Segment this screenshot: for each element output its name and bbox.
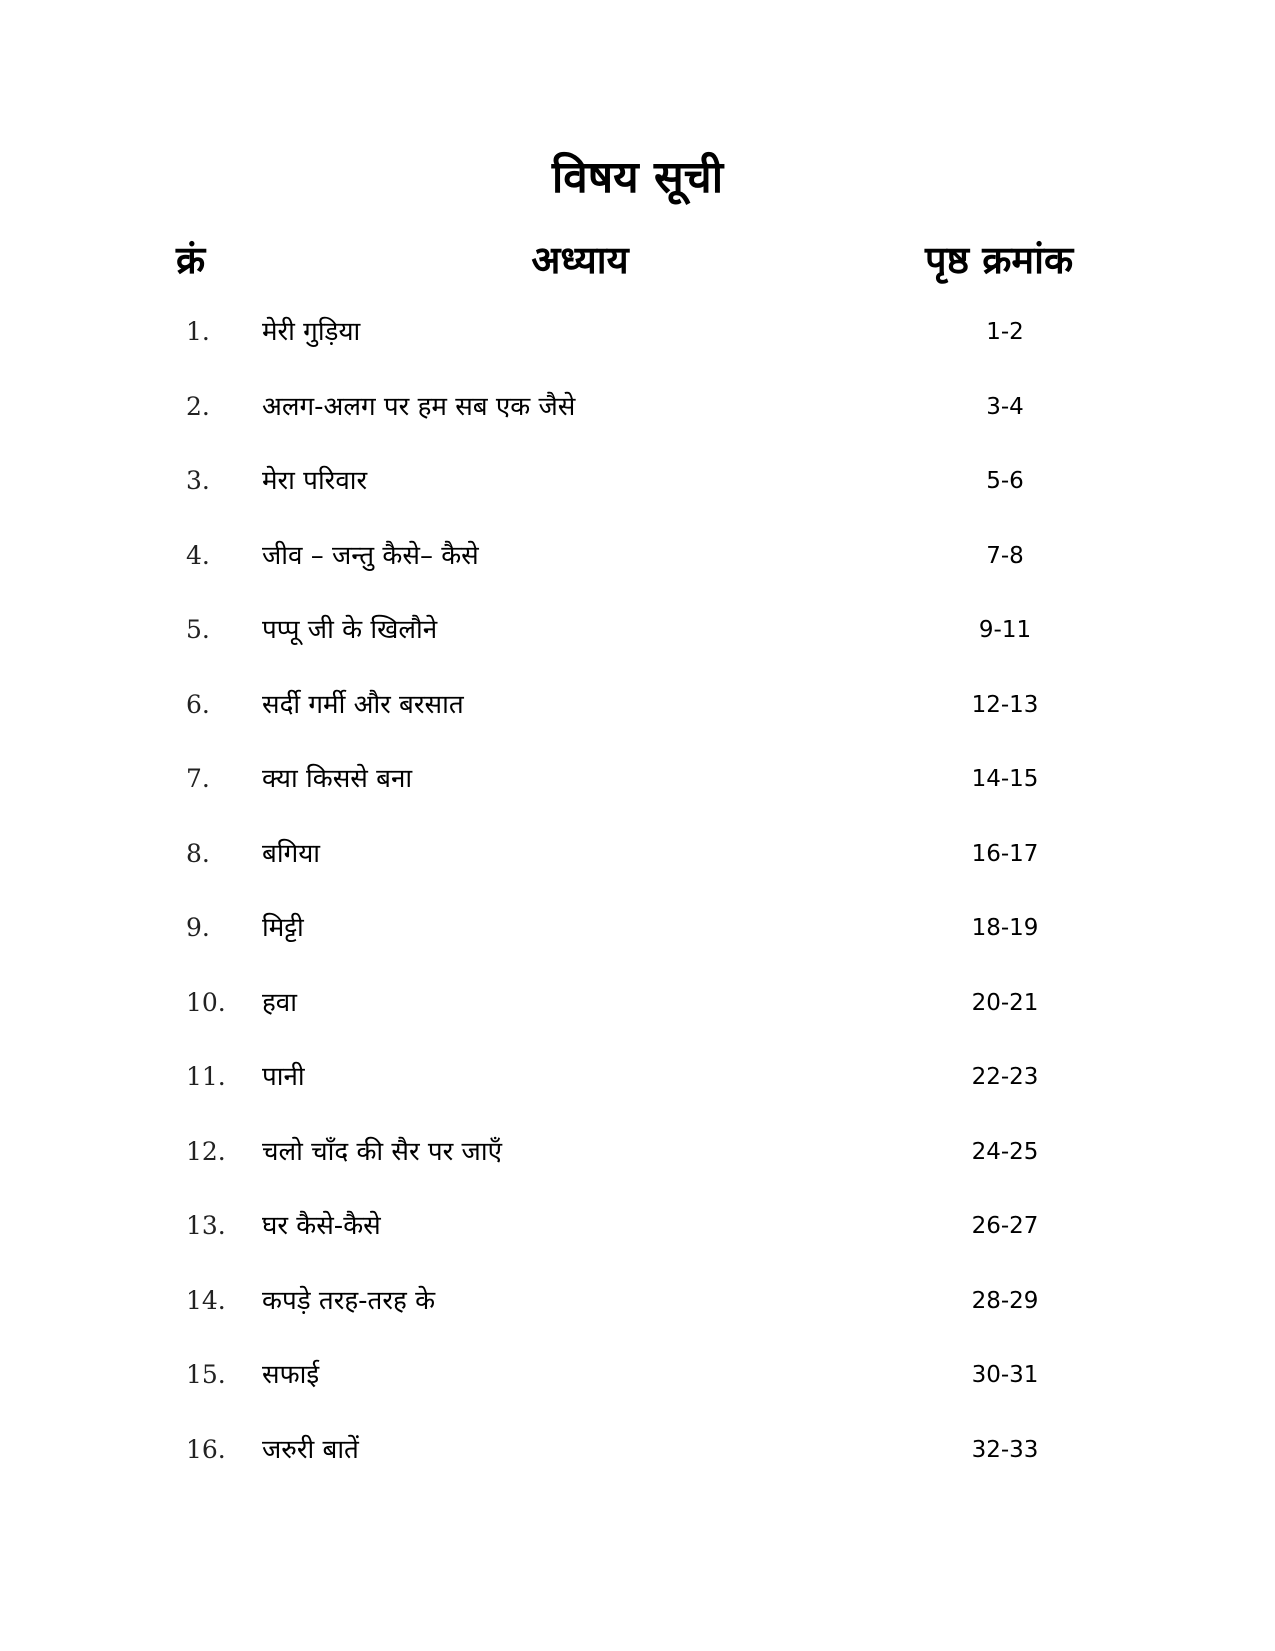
row-number: 7. — [186, 764, 210, 793]
row-chapter: हवा — [262, 987, 297, 1018]
table-row — [0, 896, 1275, 971]
row-pages: 9-11 — [978, 617, 1032, 643]
row-chapter: मिट्टी — [262, 913, 304, 943]
table-row — [0, 1343, 1275, 1418]
table-row — [0, 1194, 1275, 1269]
table-row — [0, 1120, 1275, 1195]
row-pages: 28-29 — [971, 1287, 1039, 1314]
row-pages: 22-23 — [971, 1064, 1039, 1090]
row-chapter: सफाई — [262, 1360, 320, 1390]
row-number: 13. — [186, 1211, 226, 1240]
row-chapter: कपड़े तरह-तरह के — [262, 1285, 436, 1316]
row-number: 10. — [186, 987, 226, 1017]
row-pages: 24-25 — [971, 1138, 1039, 1165]
row-pages: 14-15 — [971, 766, 1039, 792]
table-row — [0, 822, 1275, 897]
row-number: 5. — [186, 615, 210, 644]
row-chapter: पप्पू जी के खिलौने — [262, 615, 438, 645]
row-pages: 26-27 — [971, 1213, 1039, 1239]
table-row — [0, 971, 1275, 1046]
row-number: 4. — [186, 540, 210, 570]
table-row — [0, 1269, 1275, 1344]
row-pages: 16-17 — [971, 840, 1039, 867]
header-number: क्रं — [176, 238, 206, 282]
row-pages: 12-13 — [971, 691, 1039, 718]
row-pages: 7-8 — [986, 542, 1024, 569]
row-chapter: क्या किससे बना — [262, 764, 413, 794]
row-chapter: अलग-अलग पर हम सब एक जैसे — [262, 391, 576, 422]
row-number: 3. — [186, 466, 210, 495]
row-pages: 1-2 — [986, 319, 1024, 345]
table-row — [0, 1418, 1275, 1493]
table-body — [0, 300, 1275, 1492]
table-row — [0, 673, 1275, 748]
page-title: विषय सूची — [551, 152, 724, 203]
row-chapter: बगिया — [262, 838, 321, 869]
table-row — [0, 598, 1275, 673]
row-number: 14. — [186, 1285, 226, 1315]
row-chapter: मेरा परिवार — [262, 466, 368, 496]
table-header — [0, 232, 1275, 292]
row-number: 11. — [186, 1062, 226, 1091]
row-number: 9. — [186, 913, 210, 942]
row-number: 1. — [186, 317, 210, 346]
row-pages: 18-19 — [971, 915, 1039, 941]
row-pages: 3-4 — [986, 393, 1024, 420]
table-row — [0, 747, 1275, 822]
row-number: 12. — [186, 1136, 226, 1166]
row-number: 15. — [186, 1360, 226, 1389]
table-row — [0, 300, 1275, 375]
row-chapter: सर्दी गर्मी और बरसात — [262, 689, 464, 720]
row-pages: 30-31 — [971, 1362, 1039, 1388]
row-pages: 32-33 — [971, 1436, 1039, 1463]
row-chapter: जरुरी बातें — [262, 1434, 359, 1465]
row-chapter: जीव – जन्तु कैसे– कैसे — [262, 540, 479, 571]
row-chapter: चलो चाँद की सैर पर जाएँ — [262, 1136, 502, 1167]
row-number: 16. — [186, 1434, 226, 1464]
row-chapter: मेरी गुड़िया — [262, 317, 361, 347]
table-row — [0, 375, 1275, 450]
row-pages: 20-21 — [971, 989, 1039, 1016]
header-page: पृष्ठ क्रमांक — [925, 238, 1074, 282]
table-row — [0, 449, 1275, 524]
table-row — [0, 524, 1275, 599]
row-chapter: घर कैसे-कैसे — [262, 1211, 381, 1241]
row-number: 2. — [186, 391, 210, 421]
row-pages: 5-6 — [986, 468, 1024, 494]
table-row — [0, 1045, 1275, 1120]
row-chapter: पानी — [262, 1062, 305, 1092]
row-number: 8. — [186, 838, 210, 868]
row-number: 6. — [186, 689, 210, 719]
header-chapter: अध्याय — [531, 238, 629, 282]
